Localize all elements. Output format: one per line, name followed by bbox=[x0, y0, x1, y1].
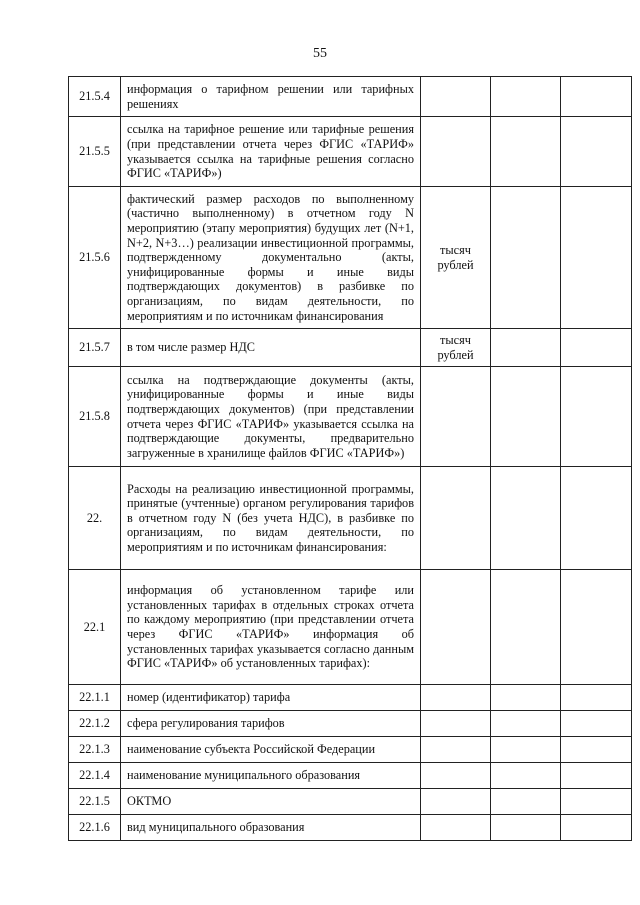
report-table-body bbox=[69, 77, 632, 841]
row-number: 21.5.6 bbox=[69, 187, 121, 329]
row-number: 21.5.4 bbox=[69, 77, 121, 117]
value-cell bbox=[561, 187, 632, 329]
row-description: информация о тарифном решении или тарифных решениях bbox=[121, 77, 421, 117]
value-cell bbox=[561, 367, 632, 467]
value-cell bbox=[561, 711, 632, 737]
value-cell bbox=[561, 117, 632, 187]
value-cell bbox=[491, 815, 561, 841]
row-description: Расходы на реализацию инвестиционной программы, принятые (учтенные) органом регулирования тарифов в отчетном году N (без учета НДС), в разбивке по организациям, по видам деятельности, по мероприятиям и по источникам финансирования: bbox=[121, 467, 421, 570]
value-cell bbox=[491, 570, 561, 685]
row-description: сфера регулирования тарифов bbox=[121, 711, 421, 737]
row-description: в том числе размер НДС bbox=[121, 329, 421, 367]
value-cell bbox=[491, 685, 561, 711]
row-unit bbox=[421, 815, 491, 841]
table-row bbox=[69, 367, 632, 467]
table-row bbox=[69, 187, 632, 329]
report-table bbox=[68, 76, 632, 841]
row-description: ссылка на тарифное решение или тарифные решения (при представлении отчета через ФГИС «ТАРИФ» указывается ссылка на тарифные решения согласно ФГИС «ТАРИФ») bbox=[121, 117, 421, 187]
value-cell bbox=[561, 815, 632, 841]
value-cell bbox=[561, 685, 632, 711]
row-number: 22.1.5 bbox=[69, 789, 121, 815]
row-unit bbox=[421, 711, 491, 737]
row-unit bbox=[421, 467, 491, 570]
value-cell bbox=[491, 117, 561, 187]
row-description: вид муниципального образования bbox=[121, 815, 421, 841]
table-row bbox=[69, 685, 632, 711]
row-number: 22. bbox=[69, 467, 121, 570]
row-number: 22.1.4 bbox=[69, 763, 121, 789]
row-description: номер (идентификатор) тарифа bbox=[121, 685, 421, 711]
row-unit bbox=[421, 737, 491, 763]
value-cell bbox=[491, 763, 561, 789]
row-number: 22.1 bbox=[69, 570, 121, 685]
row-unit bbox=[421, 789, 491, 815]
value-cell bbox=[491, 711, 561, 737]
value-cell bbox=[561, 737, 632, 763]
table-row bbox=[69, 117, 632, 187]
row-number: 21.5.5 bbox=[69, 117, 121, 187]
table-row bbox=[69, 77, 632, 117]
value-cell bbox=[491, 789, 561, 815]
row-description: фактический размер расходов по выполненному (частично выполненному) в отчетном году N мероприятию (этапу мероприятия) будущих лет (N+1, N+2, N+3…) реализации инвестиционной программы, подтвержденному документально (акты, унифицированные формы и иные виды подтверждающих документов) в разбивке по организациям, по видам деятельности, по мероприятиям и по источникам финансирования bbox=[121, 187, 421, 329]
table-row bbox=[69, 789, 632, 815]
value-cell bbox=[491, 467, 561, 570]
row-description: наименование муниципального образования bbox=[121, 763, 421, 789]
row-description: информация об установленном тарифе или установленных тарифах в отдельных строках отчета по каждому мероприятию (при представлении отчета через ФГИС «ТАРИФ» информация об установленных тарифах указывается согласно данным ФГИС «ТАРИФ» об установленных тарифах): bbox=[121, 570, 421, 685]
value-cell bbox=[561, 570, 632, 685]
value-cell bbox=[491, 187, 561, 329]
row-number: 22.1.1 bbox=[69, 685, 121, 711]
table-row bbox=[69, 570, 632, 685]
row-number: 21.5.8 bbox=[69, 367, 121, 467]
row-description: ссылка на подтверждающие документы (акты, унифицированные формы и иные виды подтверждающих документов) (при представлении отчета через ФГИС «ТАРИФ» указывается ссылка на подтверждающие документы, предварительно загруженные в хранилище файлов ФГИС «ТАРИФ») bbox=[121, 367, 421, 467]
row-unit: тысяч рублей bbox=[421, 187, 491, 329]
value-cell bbox=[561, 329, 632, 367]
table-row bbox=[69, 737, 632, 763]
value-cell bbox=[561, 77, 632, 117]
row-unit bbox=[421, 685, 491, 711]
value-cell bbox=[491, 367, 561, 467]
value-cell bbox=[491, 329, 561, 367]
row-unit bbox=[421, 570, 491, 685]
row-number: 22.1.2 bbox=[69, 711, 121, 737]
row-unit: тысяч рублей bbox=[421, 329, 491, 367]
row-unit bbox=[421, 367, 491, 467]
table-row bbox=[69, 815, 632, 841]
table-row bbox=[69, 763, 632, 789]
value-cell bbox=[561, 763, 632, 789]
row-number: 22.1.6 bbox=[69, 815, 121, 841]
row-unit bbox=[421, 763, 491, 789]
row-number: 21.5.7 bbox=[69, 329, 121, 367]
page-number: 55 bbox=[313, 46, 327, 61]
value-cell bbox=[561, 789, 632, 815]
row-description: ОКТМО bbox=[121, 789, 421, 815]
row-number: 22.1.3 bbox=[69, 737, 121, 763]
row-description: наименование субъекта Российской Федерации bbox=[121, 737, 421, 763]
value-cell bbox=[491, 737, 561, 763]
row-unit bbox=[421, 77, 491, 117]
table-row bbox=[69, 329, 632, 367]
row-unit bbox=[421, 117, 491, 187]
value-cell bbox=[491, 77, 561, 117]
table-row bbox=[69, 467, 632, 570]
table-row bbox=[69, 711, 632, 737]
value-cell bbox=[561, 467, 632, 570]
